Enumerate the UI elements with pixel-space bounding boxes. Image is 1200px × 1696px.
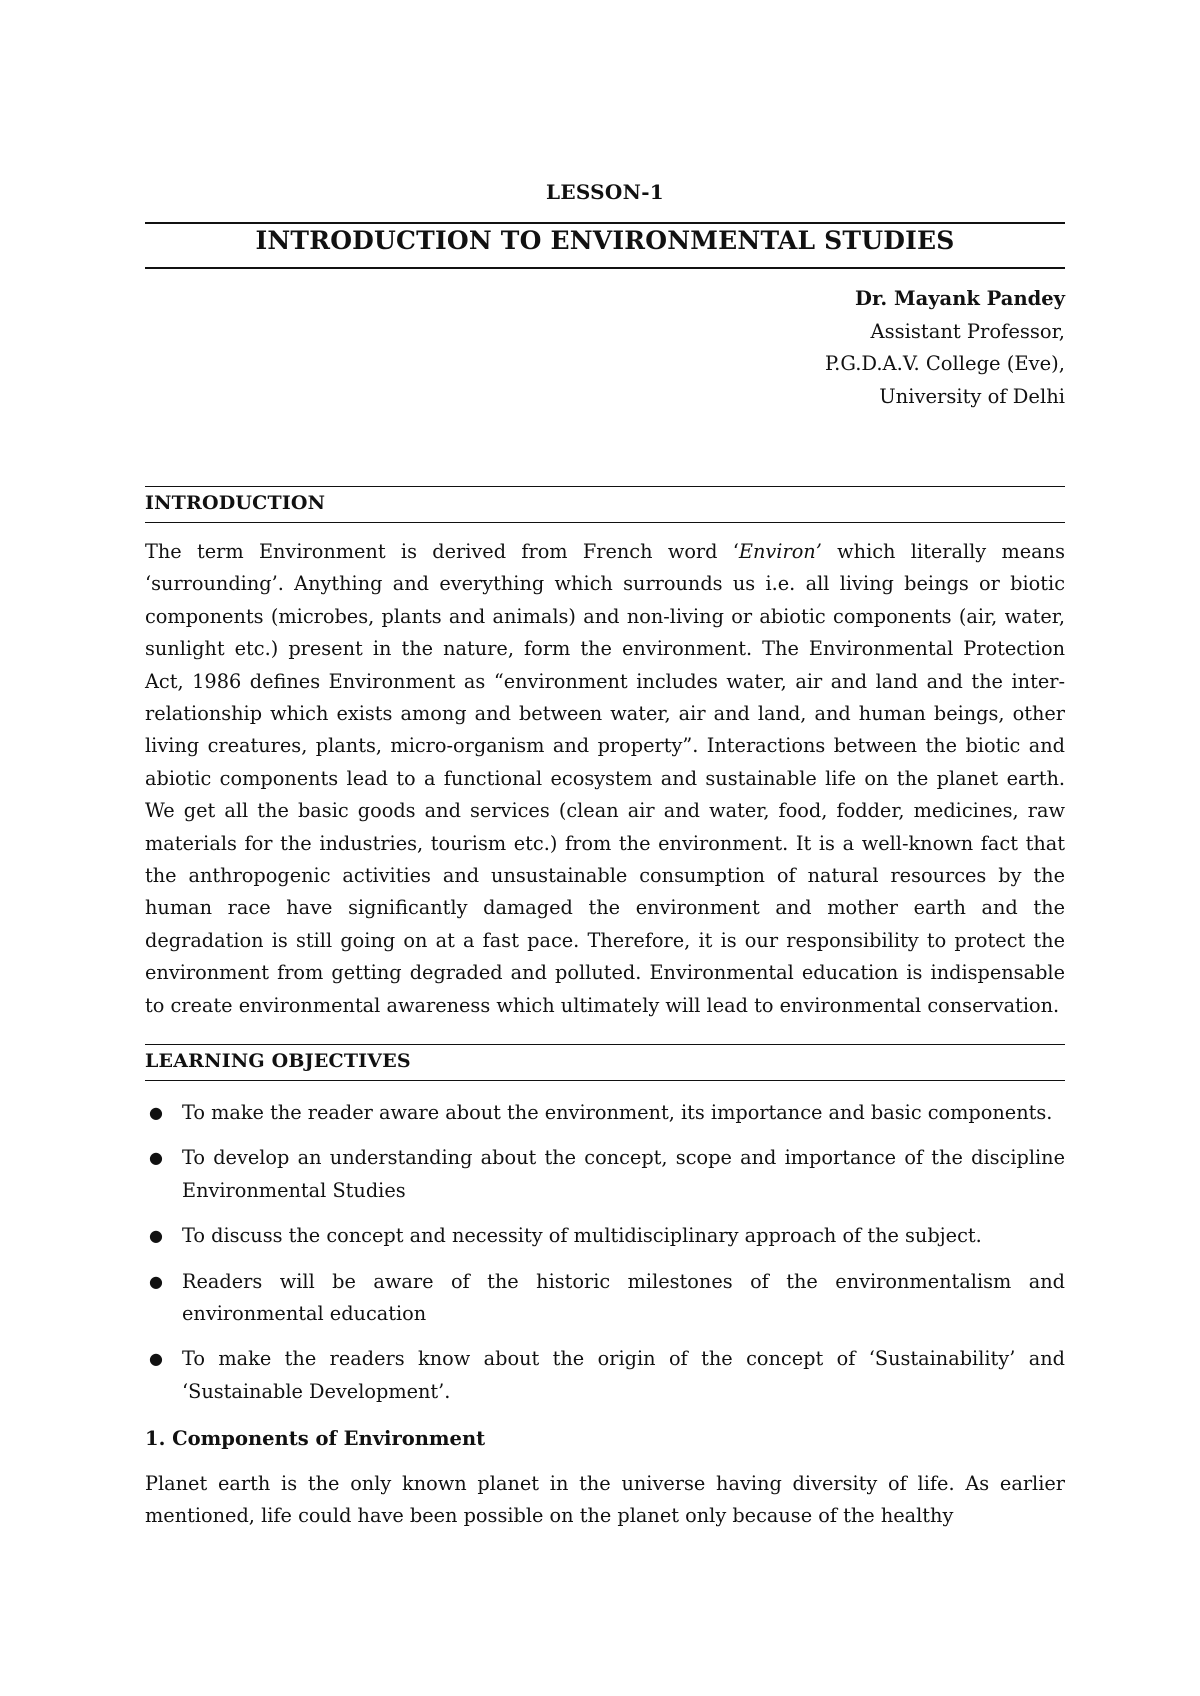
author-designation: Assistant Professor, xyxy=(870,319,1065,343)
introduction-paragraph xyxy=(145,536,1065,1022)
author-block xyxy=(825,283,1065,413)
bullet-icon: ● xyxy=(149,1349,163,1369)
introduction-heading: INTRODUCTION xyxy=(145,492,326,514)
author-university: University of Delhi xyxy=(879,384,1065,408)
bullet-icon: ● xyxy=(149,1226,163,1246)
section-1-paragraph: Planet earth is the only known planet in the universe having diversity of life. As earlier mentioned, life could have been possible on the planet only because of the healthy xyxy=(145,1472,1065,1528)
title-top-rule xyxy=(145,222,1065,224)
introduction-italic-word: Environ’ xyxy=(738,540,822,563)
author-name: Dr. Mayank Pandey xyxy=(855,287,1065,310)
objectives-list xyxy=(145,1097,1065,1421)
objective-text: Readers will be aware of the historic milestones of the environmentalism and environmental education xyxy=(182,1269,1065,1326)
bullet-icon: ● xyxy=(149,1148,163,1168)
objective-text: To make the reader aware about the environment, its importance and basic components. xyxy=(182,1101,1053,1124)
objective-text: To discuss the concept and necessity of multidisciplinary approach of the subject. xyxy=(182,1224,982,1248)
section-1-heading: 1. Components of Environment xyxy=(145,1427,486,1450)
objective-text: To make the readers know about the origin of the concept of ‘Sustainability’ and ‘Sustainable Development’. xyxy=(182,1347,1065,1403)
bullet-icon: ● xyxy=(149,1271,163,1291)
document-title: INTRODUCTION TO ENVIRONMENTAL STUDIES xyxy=(255,226,955,255)
objectives-heading: LEARNING OBJECTIVES xyxy=(145,1050,411,1072)
introduction-text-rest: which literally means ‘surrounding’. Anything and everything which surrounds us i.e. all living beings or biotic components (microbes, plants and animals) and non-living or abiotic components (air, water, sunlight etc.) present in the nature, form the environment. The Environmental Protection Act, 1986 defines Environment as “environment includes water, air and land and the inter-relationship which exists among and between water, air and land, and human beings, other living creatures, plants, micro-organism and property”. Interactions between the biotic and abiotic components lead to a functional ecosystem and sustainable life on the planet earth. We get all the basic goods and services (clean air and water, food, fodder, medicines, raw materials for the industries, tourism etc.) from the environment. It is a well-known fact that the anthropogenic activities and unsustainable consumption of natural resources by the human race have significantly damaged the environment and mother earth and the degradation is still going on at a fast pace. Therefore, it is our responsibility to protect the environment from getting degraded and polluted. Environmental education is indispensable to create environmental awareness which ultimately will lead to environmental conservation. xyxy=(145,540,1065,1017)
list-item xyxy=(145,1142,1065,1207)
objectives-top-rule xyxy=(145,1044,1065,1045)
bullet-icon: ● xyxy=(149,1103,163,1122)
introduction-bottom-rule xyxy=(145,522,1065,523)
introduction-top-rule xyxy=(145,486,1065,487)
list-item xyxy=(145,1343,1065,1408)
title-bottom-rule xyxy=(145,267,1065,269)
introduction-text-start: The term Environment is derived from French word ‘ xyxy=(145,540,739,563)
list-item xyxy=(145,1266,1065,1331)
list-item xyxy=(145,1220,1065,1252)
objectives-bottom-rule xyxy=(145,1080,1065,1081)
lesson-label: LESSON-1 xyxy=(545,180,665,204)
author-college: P.G.D.A.V. College (Eve), xyxy=(824,352,1065,375)
objective-text: To develop an understanding about the concept, scope and importance of the discipline Environmental Studies xyxy=(182,1146,1065,1202)
list-item xyxy=(145,1097,1065,1129)
